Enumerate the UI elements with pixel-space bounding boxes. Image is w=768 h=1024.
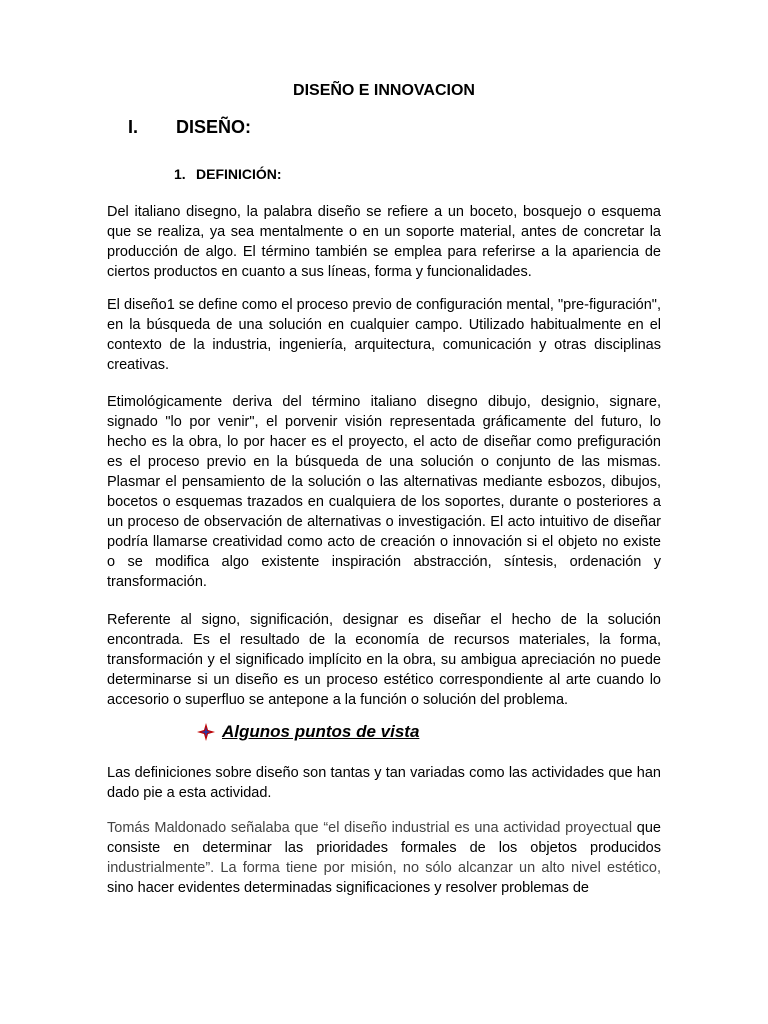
document-title: DISEÑO E INNOVACION [293, 82, 475, 99]
maldonado-quote-part1: Tomás Maldonado señalaba que “el diseño industrial es una actividad proyectual [107, 820, 633, 836]
subheading-label: Algunos puntos de vista [222, 722, 420, 741]
subsection-label: DEFINICIÓN: [196, 166, 282, 182]
maldonado-quote-part4: sino hacer evidentes determinadas significaciones y resolver problemas de [107, 880, 589, 896]
four-point-star-bullet-icon [196, 722, 216, 742]
subsection-number: 1. [174, 166, 186, 182]
paragraph-etimologia: Etimológicamente deriva del término italiano disegno dibujo, designio, signare, signado "lo por venir", el porvenir visión representada gráficamente del futuro, lo hecho es la obra, lo por hacer es el proyecto, el acto de diseñar como prefiguración es el proceso previo en la búsqueda de una solución o conjunto de las mismas. Plasmar el pensamiento de la solución o las alternativas mediante esbozos, dibujos, bocetos o esquemas trazados en cualquiera de los soportes, durante o posteriores a un proceso de observación de alternativas o investigación. El acto intuitivo de diseñar podría llamarse creatividad como acto de creación o innovación si el objeto no existe o se modifica algo existente inspiración abstracción, síntesis, ordenación y transformación. [107, 394, 661, 590]
section-heading [128, 117, 251, 138]
maldonado-quote-part3: industrialmente”. La forma tiene por misión, no sólo alcanzar un alto nivel estético, [107, 860, 661, 876]
maldonado-quote-part2: que consiste en determinar las prioridades formales de los objetos producidos [107, 820, 661, 856]
subsection-heading [174, 166, 282, 182]
subheading-puntos-de-vista [196, 722, 419, 742]
paragraph-definiciones: Las definiciones sobre diseño son tantas y tan variadas como las actividades que han dado pie a esta actividad. [107, 765, 661, 801]
section-label: DISEÑO: [176, 117, 252, 137]
paragraph-definition: Del italiano disegno, la palabra diseño se refiere a un boceto, bosquejo o esquema que se realiza, ya sea mentalmente o en un soporte material, antes de concretar la producción de algo. El término también se emplea para referirse a la apariencia de ciertos productos en cuanto a sus líneas, forma y funcionalidades. [107, 204, 661, 280]
paragraph-prefiguracion: El diseño1 se define como el proceso previo de configuración mental, "pre-figuración", en la búsqueda de una solución en cualquier campo. Utilizado habitualmente en el contexto de la industria, ingeniería, arquitectura, comunicación y otras disciplinas creativas. [107, 297, 661, 373]
paragraph-maldonado [107, 818, 661, 898]
paragraph-signo: Referente al signo, significación, designar es diseñar el hecho de la solución encontrada. Es el resultado de la economía de recursos materiales, la forma, transformación y el significado implícito en la obra, su ambigua apreciación no puede determinarse si un diseño es un proceso estético correspondiente al arte cuando lo accesorio o superfluo se antepone a la función o solución del problema. [107, 612, 661, 708]
section-number: I. [128, 117, 139, 137]
